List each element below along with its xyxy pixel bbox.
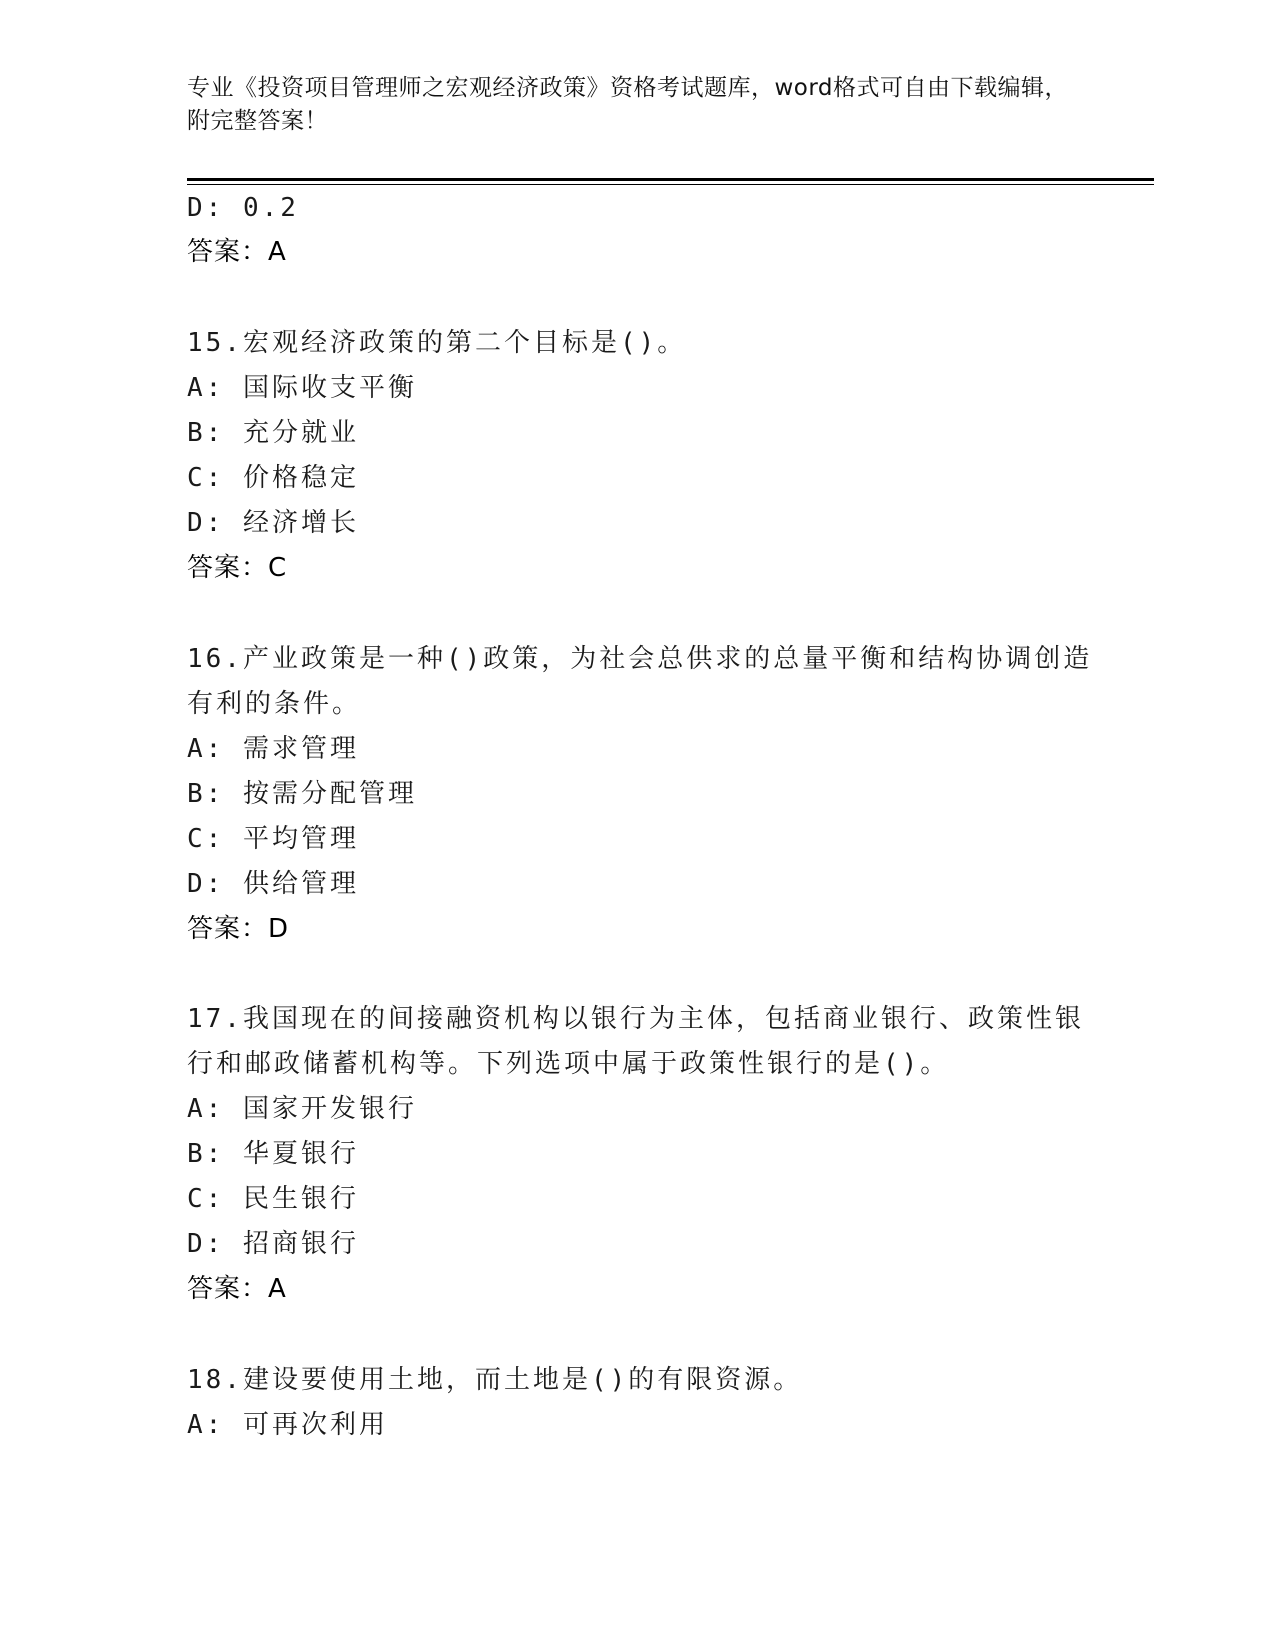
q15-option-d: D: 经济增长 xyxy=(187,508,359,538)
q17-option-c: C: 民生银行 xyxy=(187,1184,359,1214)
q16-title-line1: 16.产业政策是一种()政策，为社会总供求的总量平衡和结构协调创造 xyxy=(187,644,1093,674)
q17-option-d: D: 招商银行 xyxy=(187,1229,359,1259)
document-header: 专业《投资项目管理师之宏观经济政策》资格考试题库，word格式可自由下载编辑，附完整答案！ xyxy=(187,75,1069,134)
q16-title-line2: 有利的条件。 xyxy=(187,689,362,719)
header-divider-thin xyxy=(187,184,1154,185)
q17-option-b: B: 华夏银行 xyxy=(187,1139,359,1169)
q15-option-b: B: 充分就业 xyxy=(187,418,359,448)
q14-answer: 答案：A xyxy=(187,237,287,267)
q18-title: 18.建设要使用土地，而土地是()的有限资源。 xyxy=(187,1365,803,1395)
q17-answer: 答案：A xyxy=(187,1274,287,1304)
q14-option-d: D: 0.2 xyxy=(187,193,299,223)
q16-answer: 答案：D xyxy=(187,914,290,944)
q16-option-a: A: 需求管理 xyxy=(187,734,359,764)
q16-option-d: D: 供给管理 xyxy=(187,869,359,899)
q16-option-b: B: 按需分配管理 xyxy=(187,779,417,809)
header-divider-thick xyxy=(187,178,1154,181)
q17-title-line1: 17.我国现在的间接融资机构以银行为主体，包括商业银行、政策性银 xyxy=(187,1004,1084,1034)
q15-option-a: A: 国际收支平衡 xyxy=(187,373,417,403)
q17-option-a: A: 国家开发银行 xyxy=(187,1094,417,1124)
q15-answer: 答案：C xyxy=(187,553,288,583)
q15-option-c: C: 价格稳定 xyxy=(187,463,359,493)
q17-title-line2: 行和邮政储蓄机构等。下列选项中属于政策性银行的是()。 xyxy=(187,1049,950,1079)
q18-option-a: A: 可再次利用 xyxy=(187,1410,388,1440)
q16-option-c: C: 平均管理 xyxy=(187,824,359,854)
q15-title: 15.宏观经济政策的第二个目标是()。 xyxy=(187,328,687,358)
